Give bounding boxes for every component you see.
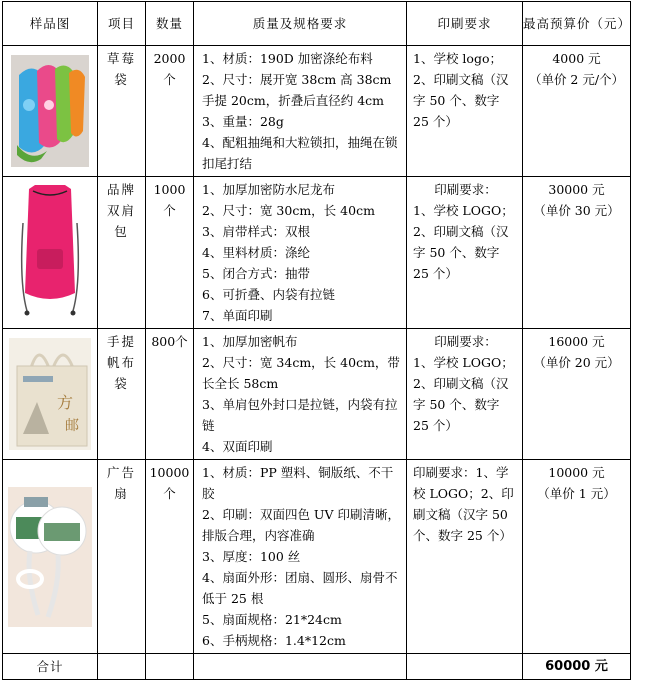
header-item: 项目 bbox=[98, 2, 146, 46]
item-qty: 800个 bbox=[146, 329, 194, 460]
price-total: 10000 元 bbox=[548, 465, 605, 480]
item-price bbox=[523, 460, 631, 654]
item-spec bbox=[194, 329, 407, 460]
table-row bbox=[3, 177, 631, 329]
spec-line: 5、闭合方式：抽带 bbox=[202, 266, 310, 281]
spec-line: 1、加厚加密帆布 bbox=[202, 334, 298, 349]
item-print bbox=[407, 329, 523, 460]
spec-line: 6、可折叠、内袋有拉链 bbox=[202, 287, 335, 302]
spec-line: 4、里料材质：涤纶 bbox=[202, 245, 310, 260]
svg-text:方: 方 bbox=[57, 393, 74, 412]
print-line: 2、印刷文稿（汉字 50 个、数字 25 个） bbox=[413, 224, 509, 281]
sample-image-backpack bbox=[3, 177, 98, 329]
total-empty bbox=[98, 654, 146, 680]
print-line: 印刷要求： bbox=[434, 334, 497, 349]
header-spec: 质量及规格要求 bbox=[194, 2, 407, 46]
price-unit: （单价 20 元） bbox=[533, 355, 620, 370]
total-empty bbox=[407, 654, 523, 680]
item-price bbox=[523, 177, 631, 329]
total-row bbox=[3, 654, 631, 680]
spec-line: 1、加厚加密防水尼龙布 bbox=[202, 182, 335, 197]
item-name: 广告扇 bbox=[98, 460, 146, 654]
spec-line: 4、扇面外形：团扇、圆形、扇骨不低于 25 根 bbox=[202, 570, 398, 606]
print-line: 印刷要求： bbox=[434, 182, 497, 197]
spec-line: 5、扇面规格：21*24cm bbox=[202, 612, 342, 627]
total-empty bbox=[194, 654, 407, 680]
table-row bbox=[3, 460, 631, 654]
spec-line: 2、尺寸：展开宽 38cm 高 38cm 手提 20cm，折叠后直径约 4cm bbox=[202, 72, 392, 108]
price-unit: （单价 2 元/个） bbox=[528, 72, 625, 87]
header-row bbox=[3, 2, 631, 46]
spec-line: 6、手柄规格：1.4*12cm bbox=[202, 633, 346, 648]
total-value: 60000 元 bbox=[523, 654, 631, 680]
item-price bbox=[523, 46, 631, 177]
spec-line: 3、肩带样式：双根 bbox=[202, 224, 310, 239]
total-label: 合计 bbox=[3, 654, 98, 680]
spec-line: 3、重量：28g bbox=[202, 114, 284, 129]
item-qty: 1000个 bbox=[146, 177, 194, 329]
print-line: 印刷要求：1、学校 LOGO；2、印刷文稿（汉字 50 个、数字 25 个） bbox=[413, 465, 514, 543]
sample-image-fan bbox=[3, 460, 98, 654]
print-line: 1、学校 logo； bbox=[413, 51, 502, 66]
item-name: 手提帆布袋 bbox=[98, 329, 146, 460]
item-print bbox=[407, 46, 523, 177]
print-line: 2、印刷文稿（汉字 50 个、数字 25 个） bbox=[413, 376, 509, 433]
price-unit: （单价 1 元） bbox=[537, 486, 616, 501]
total-empty bbox=[146, 654, 194, 680]
strawberry-bag-image bbox=[11, 55, 89, 167]
item-spec bbox=[194, 460, 407, 654]
item-qty: 10000个 bbox=[146, 460, 194, 654]
spec-line: 4、双面印刷 bbox=[202, 439, 273, 454]
header-sample: 样品图 bbox=[3, 2, 98, 46]
item-name: 草莓袋 bbox=[98, 46, 146, 177]
item-price bbox=[523, 329, 631, 460]
item-name: 品牌双肩包 bbox=[98, 177, 146, 329]
header-price: 最高预算价（元） bbox=[523, 2, 631, 46]
item-spec bbox=[194, 46, 407, 177]
header-qty: 数量 bbox=[146, 2, 194, 46]
fan-image bbox=[8, 487, 92, 627]
spec-line: 7、单面印刷 bbox=[202, 308, 273, 323]
price-unit: （单价 30 元） bbox=[533, 203, 620, 218]
item-print bbox=[407, 460, 523, 654]
spec-line: 2、尺寸：宽 30cm，长 40cm bbox=[202, 203, 375, 218]
spec-line: 2、尺寸：宽 34cm，长 40cm，带长全长 58cm bbox=[202, 355, 400, 391]
spec-line: 4、配粗抽绳和大粒锁扣，抽绳在锁扣尾打结 bbox=[202, 135, 398, 171]
table-row bbox=[3, 46, 631, 177]
procurement-table bbox=[2, 1, 631, 680]
print-line: 1、学校 LOGO； bbox=[413, 203, 514, 218]
print-line: 2、印刷文稿（汉字 50 个、数字 25 个） bbox=[413, 72, 509, 129]
sample-image-canvas-bag bbox=[3, 329, 98, 460]
table-row bbox=[3, 329, 631, 460]
price-total: 4000 元 bbox=[552, 51, 601, 66]
spec-line: 3、单肩包外封口是拉链，内袋有拉链 bbox=[202, 397, 398, 433]
canvas-bag-image bbox=[9, 338, 91, 450]
item-spec bbox=[194, 177, 407, 329]
backpack-image bbox=[15, 183, 85, 323]
spec-line: 1、材质：190D 加密涤纶布料 bbox=[202, 51, 373, 66]
spec-line: 3、厚度：100 丝 bbox=[202, 549, 301, 564]
item-print bbox=[407, 177, 523, 329]
svg-text:邮: 邮 bbox=[65, 418, 79, 434]
sample-image-strawberry-bag bbox=[3, 46, 98, 177]
price-total: 16000 元 bbox=[548, 334, 605, 349]
print-line: 1、学校 LOGO； bbox=[413, 355, 514, 370]
spec-line: 2、印刷：双面四色 UV 印刷清晰，排版合理，内容准确 bbox=[202, 507, 400, 543]
price-total: 30000 元 bbox=[548, 182, 605, 197]
header-print: 印刷要求 bbox=[407, 2, 523, 46]
spec-line: 1、材质：PP 塑料、铜版纸、不干胶 bbox=[202, 465, 394, 501]
item-qty: 2000个 bbox=[146, 46, 194, 177]
